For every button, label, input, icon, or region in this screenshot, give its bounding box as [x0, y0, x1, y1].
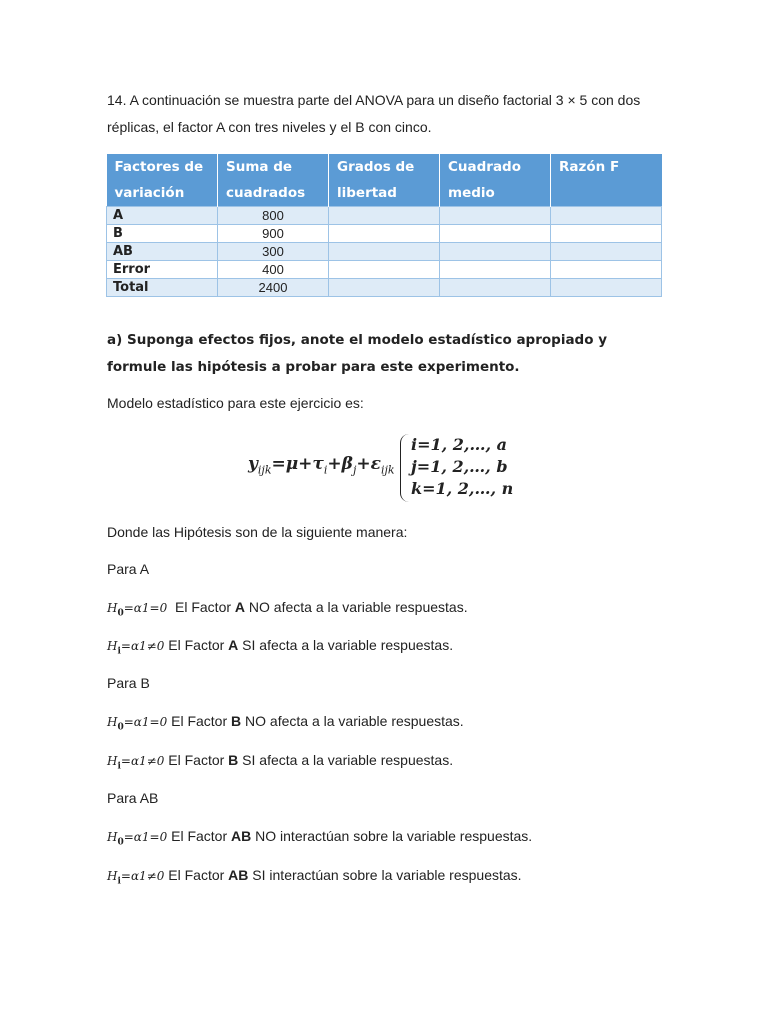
header-factor: Factores de variación	[107, 154, 218, 207]
hypothesis-h0-ab: $H_0=\alpha 1=0$ El Factor AB NO interactúan sobre la variable respuestas.	[107, 828, 533, 848]
row-mean-square	[440, 225, 551, 243]
row-f-ratio	[551, 225, 662, 243]
table-header-row	[107, 154, 662, 207]
row-f-ratio	[551, 243, 662, 261]
header-degrees-freedom: Grados de libertad	[329, 154, 440, 207]
hypothesis-h0-b: $H_0=\alpha 1=0$ El Factor B NO afecta a la variable respuestas.	[107, 713, 464, 733]
left-brace	[400, 434, 409, 502]
row-mean-square	[440, 279, 551, 297]
model-equation: $y_{ijk}=\mu+\tau_i+\beta_j+\varepsilon_{ijk}$	[248, 454, 395, 477]
header-f-ratio: Razón F	[551, 154, 662, 207]
statistical-model-formula	[248, 432, 548, 504]
table-row	[107, 279, 662, 297]
row-mean-square	[440, 261, 551, 279]
row-sum-squares: 300	[218, 243, 329, 261]
table-row	[107, 225, 662, 243]
row-degrees-freedom	[329, 261, 440, 279]
row-sum-squares: 2400	[218, 279, 329, 297]
group-title-b: Para B	[107, 675, 150, 691]
table-row	[107, 207, 662, 225]
row-mean-square	[440, 243, 551, 261]
hypothesis-h1-a: $H_i=\alpha 1\ne 0$ El Factor A SI afecta a la variable respuestas.	[107, 637, 454, 657]
hypothesis-intro: Donde las Hipótesis son de la siguiente manera:	[107, 524, 408, 540]
row-factor: AB	[107, 243, 218, 261]
row-degrees-freedom	[329, 243, 440, 261]
header-mean-square: Cuadrado medio	[440, 154, 551, 207]
index-range-k: k=1, 2,…, n	[411, 479, 514, 498]
table-row	[107, 261, 662, 279]
row-degrees-freedom	[329, 279, 440, 297]
hypothesis-h1-ab: $H_i=\alpha 1\ne 0$ El Factor AB SI interactúan sobre la variable respuestas.	[107, 867, 522, 887]
group-title-ab: Para AB	[107, 790, 159, 806]
table-row	[107, 243, 662, 261]
header-sum-squares: Suma de cuadrados	[218, 154, 329, 207]
problem-statement: 14. A continuación se muestra parte del ANOVA para un diseño factorial 3 × 5 con dos réplicas, el factor A con tres niveles y el B con cinco.	[107, 92, 641, 135]
index-ranges	[411, 434, 513, 500]
row-sum-squares: 800	[218, 207, 329, 225]
row-f-ratio	[551, 279, 662, 297]
row-sum-squares: 900	[218, 225, 329, 243]
row-f-ratio	[551, 261, 662, 279]
row-factor: Total	[107, 279, 218, 297]
row-factor: Error	[107, 261, 218, 279]
hypothesis-h0-a: $H_0=\alpha 1=0$ El Factor A NO afecta a la variable respuestas.	[107, 599, 468, 619]
hypothesis-h1-b: $H_i=\alpha 1\ne 0$ El Factor B SI afecta a la variable respuestas.	[107, 752, 454, 772]
row-factor: B	[107, 225, 218, 243]
group-title-a: Para A	[107, 561, 150, 577]
question-a: a) Suponga efectos fijos, anote el modelo estadístico apropiado y formule las hipótesis a probar para este experimento.	[107, 332, 607, 375]
row-degrees-freedom	[329, 207, 440, 225]
model-intro: Modelo estadístico para este ejercicio es:	[107, 395, 364, 411]
row-factor: A	[107, 207, 218, 225]
row-degrees-freedom	[329, 225, 440, 243]
row-sum-squares: 400	[218, 261, 329, 279]
row-f-ratio	[551, 207, 662, 225]
index-range-j: j=1, 2,…, b	[411, 457, 508, 476]
index-range-i: i=1, 2,…, a	[411, 435, 507, 454]
anova-table	[106, 154, 662, 297]
row-mean-square	[440, 207, 551, 225]
